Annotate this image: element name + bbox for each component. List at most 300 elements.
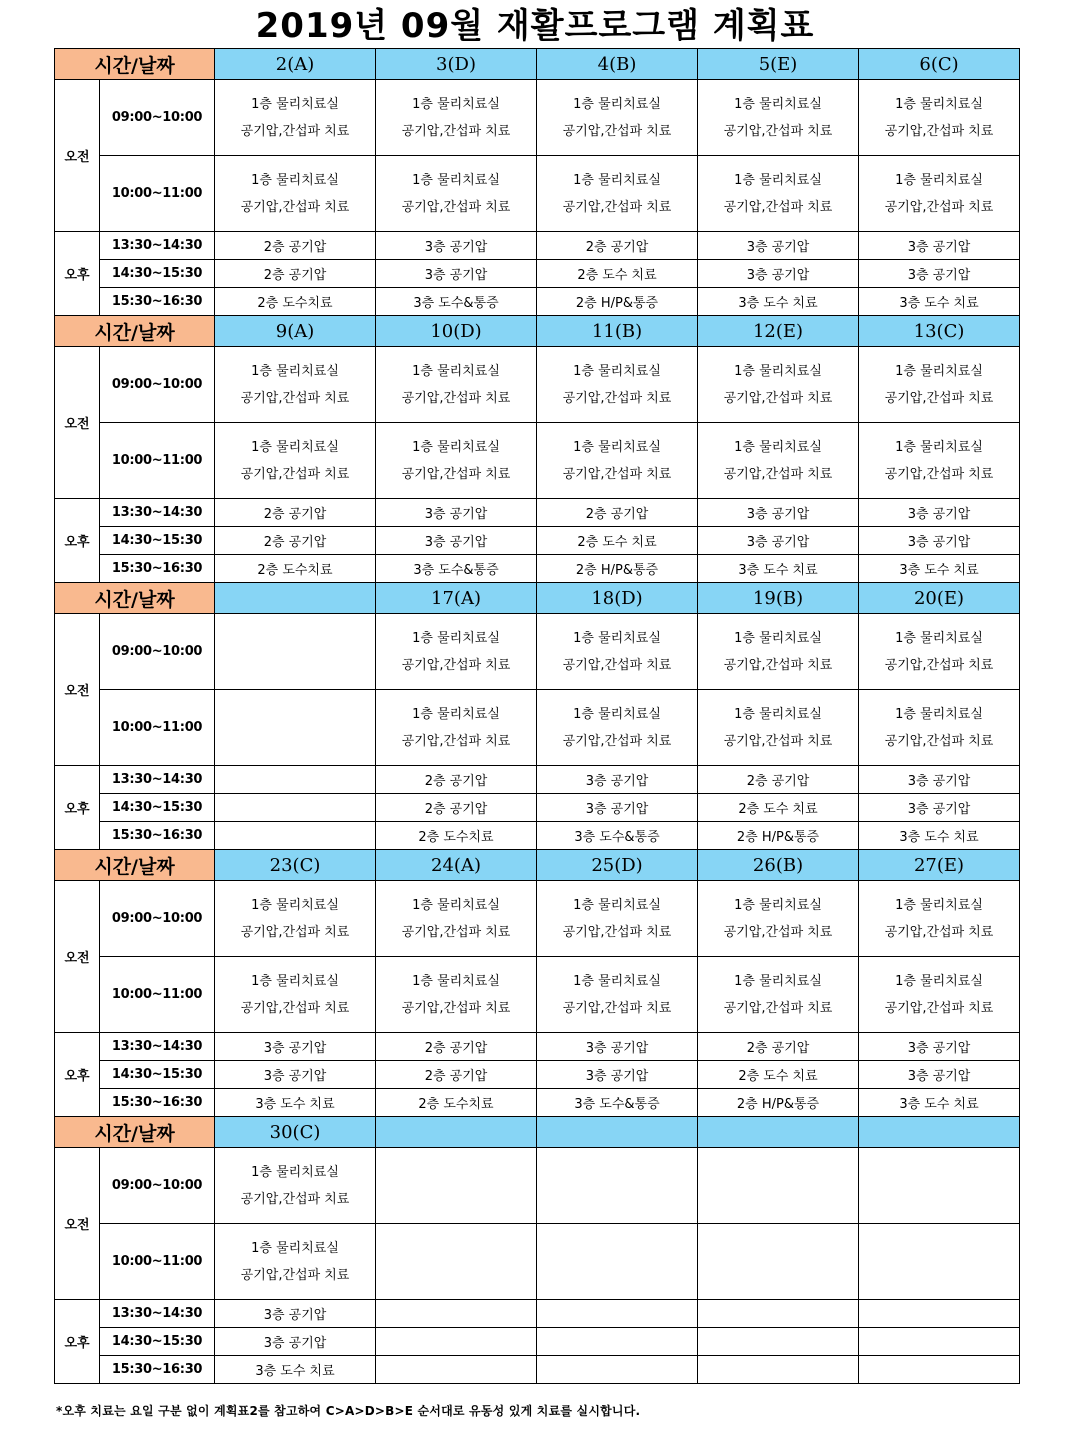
time-slot: 09:00~10:00 (100, 80, 215, 156)
am-location: 1층 물리치료실 (573, 363, 661, 379)
date-header (537, 1117, 698, 1148)
schedule-cell (859, 423, 1020, 499)
pm-row (55, 1061, 1020, 1089)
schedule-cell (698, 423, 859, 499)
schedule-cell (376, 423, 537, 499)
schedule-cell: 3층 공기압 (215, 1300, 376, 1328)
time-slot: 15:30~16:30 (100, 822, 215, 850)
schedule-cell: 3층 공기압 (859, 766, 1020, 794)
schedule-cell (698, 690, 859, 766)
am-treatment: 공기압,간섭파 치료 (562, 657, 672, 673)
am-treatment: 공기압,간섭파 치료 (240, 123, 350, 139)
schedule-cell: 3층 공기압 (537, 1033, 698, 1061)
schedule-cell: 3층 공기압 (537, 1061, 698, 1089)
schedule-cell (859, 1328, 1020, 1356)
pm-row (55, 794, 1020, 822)
schedule-cell: 2층 공기압 (376, 794, 537, 822)
schedule-cell: 2층 도수 치료 (537, 260, 698, 288)
am-row (55, 614, 1020, 690)
am-location: 1층 물리치료실 (895, 973, 983, 989)
am-location: 1층 물리치료실 (573, 897, 661, 913)
am-location: 1층 물리치료실 (251, 1240, 339, 1256)
am-location: 1층 물리치료실 (412, 897, 500, 913)
schedule-cell (215, 156, 376, 232)
date-header: 23(C) (215, 850, 376, 881)
schedule-cell (215, 347, 376, 423)
schedule-cell: 3층 공기압 (698, 232, 859, 260)
am-location: 1층 물리치료실 (895, 630, 983, 646)
schedule-cell (698, 1224, 859, 1300)
time-slot: 14:30~15:30 (100, 1061, 215, 1089)
am-treatment: 공기압,간섭파 치료 (884, 733, 994, 749)
date-header: 12(E) (698, 316, 859, 347)
am-location: 1층 물리치료실 (573, 973, 661, 989)
schedule-cell: 2층 공기압 (215, 527, 376, 555)
schedule-cell: 2층 도수치료 (376, 1089, 537, 1117)
schedule-cell: 3층 공기압 (537, 766, 698, 794)
time-date-header: 시간/날짜 (55, 1117, 215, 1148)
schedule-cell (215, 822, 376, 850)
time-date-header: 시간/날짜 (55, 316, 215, 347)
schedule-cell (215, 794, 376, 822)
schedule-cell: 2층 공기압 (215, 499, 376, 527)
am-treatment: 공기압,간섭파 치료 (240, 390, 350, 406)
pm-row (55, 1089, 1020, 1117)
date-header: 11(B) (537, 316, 698, 347)
schedule-cell: 3층 공기압 (859, 232, 1020, 260)
am-row (55, 423, 1020, 499)
schedule-cell: 3층 공기압 (698, 527, 859, 555)
schedule-cell: 3층 공기압 (376, 499, 537, 527)
schedule-cell: 2층 공기압 (698, 766, 859, 794)
am-treatment: 공기압,간섭파 치료 (884, 657, 994, 673)
schedule-cell: 3층 공기압 (376, 260, 537, 288)
date-header: 13(C) (859, 316, 1020, 347)
schedule-cell: 3층 공기압 (859, 1033, 1020, 1061)
time-slot: 14:30~15:30 (100, 1328, 215, 1356)
am-location: 1층 물리치료실 (412, 363, 500, 379)
am-treatment: 공기압,간섭파 치료 (562, 390, 672, 406)
schedule-cell: 2층 도수 치료 (698, 794, 859, 822)
am-location: 1층 물리치료실 (251, 172, 339, 188)
schedule-cell: 3층 공기압 (215, 1328, 376, 1356)
am-location: 1층 물리치료실 (412, 706, 500, 722)
date-header: 19(B) (698, 583, 859, 614)
pm-row (55, 1033, 1020, 1061)
schedule-cell (537, 1328, 698, 1356)
schedule-cell (859, 156, 1020, 232)
am-treatment: 공기압,간섭파 치료 (884, 466, 994, 482)
schedule-cell (698, 156, 859, 232)
am-location: 1층 물리치료실 (412, 172, 500, 188)
am-location: 1층 물리치료실 (573, 706, 661, 722)
am-row (55, 690, 1020, 766)
am-treatment: 공기압,간섭파 치료 (562, 199, 672, 215)
am-treatment: 공기압,간섭파 치료 (884, 924, 994, 940)
schedule-cell (537, 881, 698, 957)
schedule-cell (376, 1356, 537, 1384)
schedule-cell (859, 80, 1020, 156)
date-header: 9(A) (215, 316, 376, 347)
am-location: 1층 물리치료실 (573, 96, 661, 112)
schedule-cell: 3층 공기압 (859, 794, 1020, 822)
schedule-cell: 2층 H/P&통증 (537, 288, 698, 316)
schedule-cell: 2층 도수치료 (215, 288, 376, 316)
schedule-cell (215, 690, 376, 766)
schedule-cell: 2층 공기압 (215, 232, 376, 260)
pm-row (55, 1328, 1020, 1356)
schedule-cell: 2층 공기압 (537, 499, 698, 527)
am-treatment: 공기압,간섭파 치료 (884, 123, 994, 139)
schedule-cell: 3층 공기압 (859, 260, 1020, 288)
schedule-cell (698, 347, 859, 423)
am-treatment: 공기압,간섭파 치료 (240, 1267, 350, 1283)
am-treatment: 공기압,간섭파 치료 (562, 1000, 672, 1016)
schedule-cell: 3층 도수 치료 (859, 555, 1020, 583)
am-row (55, 1224, 1020, 1300)
date-header (215, 583, 376, 614)
schedule-cell (215, 423, 376, 499)
schedule-cell (698, 80, 859, 156)
time-slot: 09:00~10:00 (100, 347, 215, 423)
am-location: 1층 물리치료실 (573, 630, 661, 646)
period-am-label: 오전 (55, 347, 100, 499)
schedule-cell (859, 1300, 1020, 1328)
am-row (55, 347, 1020, 423)
schedule-cell: 3층 도수&통증 (537, 822, 698, 850)
pm-row (55, 766, 1020, 794)
time-slot: 10:00~11:00 (100, 1224, 215, 1300)
schedule-cell (215, 1224, 376, 1300)
am-location: 1층 물리치료실 (734, 630, 822, 646)
schedule-cell (537, 156, 698, 232)
schedule-cell: 3층 도수&통증 (376, 288, 537, 316)
page-title: 2019년 09월 재활프로그램 계획표 (255, 6, 815, 46)
time-slot: 13:30~14:30 (100, 232, 215, 260)
period-am-label: 오전 (55, 614, 100, 766)
schedule-cell (376, 881, 537, 957)
am-treatment: 공기압,간섭파 치료 (562, 924, 672, 940)
am-location: 1층 물리치료실 (573, 172, 661, 188)
time-slot: 09:00~10:00 (100, 1148, 215, 1224)
date-header (376, 1117, 537, 1148)
schedule-cell (859, 1356, 1020, 1384)
pm-row (55, 232, 1020, 260)
am-location: 1층 물리치료실 (412, 630, 500, 646)
am-location: 1층 물리치료실 (734, 897, 822, 913)
schedule-cell: 3층 공기압 (215, 1061, 376, 1089)
schedule-cell (376, 1224, 537, 1300)
schedule-cell (376, 347, 537, 423)
am-location: 1층 물리치료실 (251, 973, 339, 989)
schedule-cell (376, 1328, 537, 1356)
week-header-row (55, 850, 1020, 881)
am-row (55, 156, 1020, 232)
schedule-cell: 3층 공기압 (698, 260, 859, 288)
am-row (55, 957, 1020, 1033)
am-location: 1층 물리치료실 (895, 706, 983, 722)
am-row (55, 1148, 1020, 1224)
schedule-cell: 3층 공기압 (859, 1061, 1020, 1089)
am-location: 1층 물리치료실 (251, 439, 339, 455)
time-date-header: 시간/날짜 (55, 850, 215, 881)
am-treatment: 공기압,간섭파 치료 (884, 1000, 994, 1016)
am-treatment: 공기압,간섭파 치료 (401, 466, 511, 482)
time-slot: 13:30~14:30 (100, 766, 215, 794)
date-header: 26(B) (698, 850, 859, 881)
schedule-cell (376, 1300, 537, 1328)
time-date-header: 시간/날짜 (55, 49, 215, 80)
schedule-cell: 3층 도수 치료 (698, 288, 859, 316)
date-header: 17(A) (376, 583, 537, 614)
schedule-cell (859, 690, 1020, 766)
period-am-label: 오전 (55, 881, 100, 1033)
am-location: 1층 물리치료실 (734, 96, 822, 112)
pm-row (55, 499, 1020, 527)
schedule-cell: 3층 도수 치료 (215, 1089, 376, 1117)
date-header: 6(C) (859, 49, 1020, 80)
schedule-cell: 2층 H/P&통증 (698, 822, 859, 850)
schedule-cell: 2층 공기압 (376, 1061, 537, 1089)
am-treatment: 공기압,간섭파 치료 (562, 733, 672, 749)
date-header: 5(E) (698, 49, 859, 80)
schedule-cell: 3층 도수 치료 (859, 1089, 1020, 1117)
schedule-cell: 3층 도수 치료 (215, 1356, 376, 1384)
period-pm-label: 오후 (55, 1300, 100, 1384)
am-treatment: 공기압,간섭파 치료 (401, 123, 511, 139)
schedule-cell (698, 1300, 859, 1328)
schedule-cell (215, 957, 376, 1033)
time-slot: 13:30~14:30 (100, 1033, 215, 1061)
am-location: 1층 물리치료실 (251, 363, 339, 379)
am-location: 1층 물리치료실 (734, 973, 822, 989)
time-slot: 10:00~11:00 (100, 957, 215, 1033)
am-location: 1층 물리치료실 (412, 973, 500, 989)
week-header-row (55, 49, 1020, 80)
period-pm-label: 오후 (55, 1033, 100, 1117)
schedule-cell (537, 614, 698, 690)
schedule-cell (698, 881, 859, 957)
am-location: 1층 물리치료실 (895, 897, 983, 913)
schedule-cell (698, 1328, 859, 1356)
schedule-cell (859, 1224, 1020, 1300)
am-treatment: 공기압,간섭파 치료 (723, 123, 833, 139)
am-treatment: 공기압,간섭파 치료 (723, 924, 833, 940)
am-location: 1층 물리치료실 (251, 96, 339, 112)
date-header: 24(A) (376, 850, 537, 881)
am-location: 1층 물리치료실 (895, 96, 983, 112)
pm-row (55, 288, 1020, 316)
am-location: 1층 물리치료실 (895, 172, 983, 188)
am-treatment: 공기압,간섭파 치료 (240, 466, 350, 482)
period-am-label: 오전 (55, 1148, 100, 1300)
schedule-cell (215, 1148, 376, 1224)
schedule-cell (698, 614, 859, 690)
schedule-cell: 2층 도수 치료 (537, 527, 698, 555)
date-header: 27(E) (859, 850, 1020, 881)
period-pm-label: 오후 (55, 766, 100, 850)
schedule-cell: 3층 공기압 (859, 499, 1020, 527)
am-treatment: 공기압,간섭파 치료 (240, 924, 350, 940)
schedule-cell: 2층 공기압 (215, 260, 376, 288)
period-am-label: 오전 (55, 80, 100, 232)
schedule-cell (376, 80, 537, 156)
am-treatment: 공기압,간섭파 치료 (884, 390, 994, 406)
am-treatment: 공기압,간섭파 치료 (723, 657, 833, 673)
schedule-cell: 3층 공기압 (215, 1033, 376, 1061)
date-header (859, 1117, 1020, 1148)
schedule-cell (859, 1148, 1020, 1224)
am-treatment: 공기압,간섭파 치료 (723, 1000, 833, 1016)
schedule-cell: 2층 도수 치료 (698, 1061, 859, 1089)
pm-row (55, 1356, 1020, 1384)
am-treatment: 공기압,간섭파 치료 (240, 199, 350, 215)
schedule-cell (376, 1148, 537, 1224)
schedule-cell: 3층 도수&통증 (376, 555, 537, 583)
schedule-cell: 3층 도수 치료 (698, 555, 859, 583)
schedule-cell: 2층 H/P&통증 (537, 555, 698, 583)
am-treatment: 공기압,간섭파 치료 (401, 1000, 511, 1016)
schedule-cell (859, 347, 1020, 423)
am-location: 1층 물리치료실 (412, 96, 500, 112)
schedule-cell: 2층 공기압 (537, 232, 698, 260)
am-location: 1층 물리치료실 (573, 439, 661, 455)
time-slot: 15:30~16:30 (100, 1356, 215, 1384)
schedule-cell (537, 423, 698, 499)
schedule-cell (537, 80, 698, 156)
am-location: 1층 물리치료실 (251, 1164, 339, 1180)
schedule-cell (698, 1148, 859, 1224)
am-location: 1층 물리치료실 (734, 706, 822, 722)
pm-row (55, 555, 1020, 583)
date-header (698, 1117, 859, 1148)
am-treatment: 공기압,간섭파 치료 (401, 733, 511, 749)
week-header-row (55, 1117, 1020, 1148)
am-treatment: 공기압,간섭파 치료 (401, 924, 511, 940)
am-treatment: 공기압,간섭파 치료 (240, 1191, 350, 1207)
am-treatment: 공기압,간섭파 치료 (401, 657, 511, 673)
schedule-cell (376, 690, 537, 766)
am-treatment: 공기압,간섭파 치료 (723, 466, 833, 482)
schedule-cell: 3층 공기압 (698, 499, 859, 527)
schedule-cell: 2층 H/P&통증 (698, 1089, 859, 1117)
schedule-cell (537, 690, 698, 766)
am-location: 1층 물리치료실 (895, 363, 983, 379)
schedule-cell: 2층 공기압 (376, 766, 537, 794)
am-row (55, 80, 1020, 156)
schedule-cell (537, 1356, 698, 1384)
date-header: 2(A) (215, 49, 376, 80)
schedule-cell: 2층 도수치료 (215, 555, 376, 583)
schedule-cell: 3층 도수 치료 (859, 822, 1020, 850)
schedule-cell (376, 156, 537, 232)
am-treatment: 공기압,간섭파 치료 (562, 123, 672, 139)
pm-row (55, 527, 1020, 555)
am-treatment: 공기압,간섭파 치료 (723, 733, 833, 749)
am-location: 1층 물리치료실 (895, 439, 983, 455)
date-header: 25(D) (537, 850, 698, 881)
date-header: 10(D) (376, 316, 537, 347)
am-treatment: 공기압,간섭파 치료 (240, 1000, 350, 1016)
am-location: 1층 물리치료실 (734, 172, 822, 188)
schedule-cell: 3층 공기압 (376, 232, 537, 260)
am-treatment: 공기압,간섭파 치료 (723, 199, 833, 215)
am-row (55, 881, 1020, 957)
schedule-cell (698, 1356, 859, 1384)
time-slot: 09:00~10:00 (100, 614, 215, 690)
am-treatment: 공기압,간섭파 치료 (562, 466, 672, 482)
pm-row (55, 260, 1020, 288)
pm-row (55, 1300, 1020, 1328)
schedule-table (54, 48, 1020, 1384)
time-slot: 10:00~11:00 (100, 690, 215, 766)
schedule-cell: 3층 공기압 (859, 527, 1020, 555)
date-header: 20(E) (859, 583, 1020, 614)
am-location: 1층 물리치료실 (251, 897, 339, 913)
schedule-cell: 3층 공기압 (376, 527, 537, 555)
schedule-cell (859, 614, 1020, 690)
time-slot: 10:00~11:00 (100, 156, 215, 232)
schedule-cell (859, 881, 1020, 957)
schedule-cell: 2층 도수치료 (376, 822, 537, 850)
time-date-header: 시간/날짜 (55, 583, 215, 614)
time-slot: 13:30~14:30 (100, 499, 215, 527)
am-treatment: 공기압,간섭파 치료 (401, 390, 511, 406)
week-header-row (55, 583, 1020, 614)
time-slot: 14:30~15:30 (100, 527, 215, 555)
footnote: *오후 치료는 요일 구분 없이 계획표2를 참고하여 C>A>D>B>E 순서대로 유동성 있게 치료를 실시합니다. (56, 1404, 641, 1418)
am-treatment: 공기압,간섭파 치료 (401, 199, 511, 215)
schedule-cell (215, 766, 376, 794)
schedule-cell (215, 80, 376, 156)
time-slot: 15:30~16:30 (100, 1089, 215, 1117)
schedule-cell (215, 614, 376, 690)
am-location: 1층 물리치료실 (734, 363, 822, 379)
schedule-cell: 3층 공기압 (537, 794, 698, 822)
schedule-cell (698, 957, 859, 1033)
schedule-cell (537, 1224, 698, 1300)
date-header: 18(D) (537, 583, 698, 614)
schedule-cell (215, 881, 376, 957)
schedule-cell (376, 614, 537, 690)
date-header: 30(C) (215, 1117, 376, 1148)
schedule-cell (376, 957, 537, 1033)
schedule-cell (859, 957, 1020, 1033)
date-header: 3(D) (376, 49, 537, 80)
time-slot: 10:00~11:00 (100, 423, 215, 499)
schedule-cell: 3층 도수 치료 (859, 288, 1020, 316)
time-slot: 15:30~16:30 (100, 288, 215, 316)
schedule-cell: 2층 공기압 (698, 1033, 859, 1061)
pm-row (55, 822, 1020, 850)
date-header: 4(B) (537, 49, 698, 80)
schedule-cell (537, 347, 698, 423)
time-slot: 14:30~15:30 (100, 260, 215, 288)
time-slot: 14:30~15:30 (100, 794, 215, 822)
am-location: 1층 물리치료실 (412, 439, 500, 455)
schedule-cell (537, 1148, 698, 1224)
time-slot: 13:30~14:30 (100, 1300, 215, 1328)
am-treatment: 공기압,간섭파 치료 (884, 199, 994, 215)
schedule-cell: 3층 도수&통증 (537, 1089, 698, 1117)
schedule-cell (537, 1300, 698, 1328)
week-header-row (55, 316, 1020, 347)
am-treatment: 공기압,간섭파 치료 (723, 390, 833, 406)
schedule-cell (537, 957, 698, 1033)
am-location: 1층 물리치료실 (734, 439, 822, 455)
time-slot: 15:30~16:30 (100, 555, 215, 583)
schedule-cell: 2층 공기압 (376, 1033, 537, 1061)
